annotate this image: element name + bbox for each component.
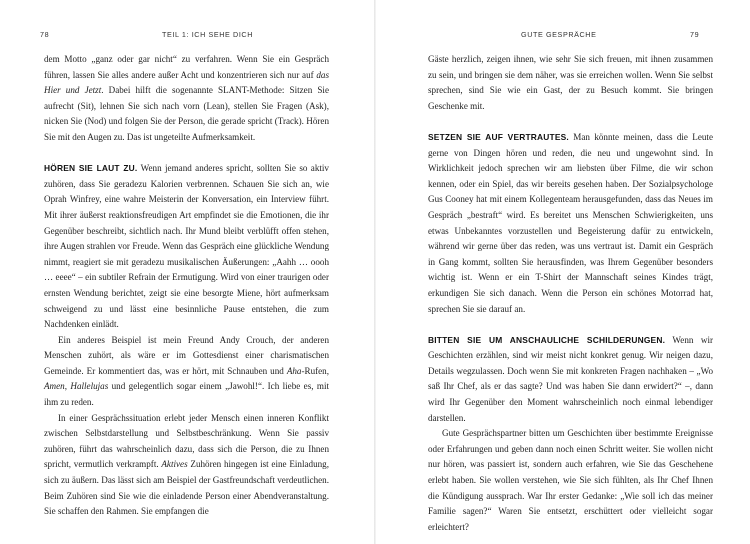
paragraph	[44, 52, 329, 146]
text-run: und gelegentlich sogar einem „Jawohl!“. Ich liebe es, mit ihm zu reden.	[44, 381, 330, 408]
paragraph	[428, 333, 713, 427]
text-run: Man könnte meinen, dass die Leute gerne von Dingen hören und reden, die neu und ungewohnt sind. In Wirklichkeit jedoch sprechen wir am liebsten über Filme, die wir schon kennen, oder ein Spiel, das wir bereits gesehen haben. Der Sozialpsychologe Gus Cooney hat mit einem Kollegenteam herausgefunden, dass das Neues im Gespräch „bestraft“ wird. Es bereitet uns Menschen Schwierigkeiten, uns etwas Unbekanntes vorzustellen und Begeisterung dafür zu entwickeln, während wir gerne über das reden, was uns vertraut ist. Damit ein Gespräch in Gang kommt, sollten Sie herausfinden, was Ihrem Gegenüber besonders wichtig ist. Wenn er ein T-Shirt der Mannschaft seines Kindes trägt, erkundigen Sie sich danach. Wenn die Person ein schönes Motorrad hat, sprechen Sie sie darauf an.	[428, 131, 713, 314]
text-run: In einer Gesprächssituation erlebt jeder Mensch einen inneren Konflikt zwischen Selbstdarstellung und Selbstbeschränkung. Wenn Sie passiv zuhören, führt das wahrscheinlich dazu, dass sich die Person, die zu Ihnen spricht, vermutlich verkrampft.	[44, 412, 329, 470]
paragraph	[44, 411, 329, 520]
page-number: 78	[40, 30, 50, 39]
text-run: Wenn jemand anderes spricht, sollten Sie so aktiv zuhören, dass Sie geradezu Kalorien verbrennen. Schauen Sie sich an, wie Oprah Winfrey, eine wahre Meisterin der Konversation, ein Interview führt. Mit ihrer äußerst reaktionsfreudigen Art empfindet sie die Emotionen, die ihr Gegenüber beschreibt, sichtlich nach. Ihr Mund bleibt verblüfft offen stehen, ihre Augen strahlen vor Freude. Wenn das Gespräch eine glückliche Wendung nimmt, reagiert sie mit geradezu musikalischen Äußerungen: „Aahh … oooh … eeee“ – ein subtiler Refrain der Ermutigung. Wird von einer traurigen oder ernsten Wendung berichtet, zeigt sie eine besorgte Miene, hört aufmerksam schweigend zu und lässt eine besinnliche Pause entstehen, die zum Nachdenken einlädt.	[44, 163, 329, 330]
paragraph	[44, 161, 329, 333]
running-header: TEIL 1: ICH SEHE DICH	[162, 30, 254, 39]
right-page	[375, 0, 750, 544]
paragraph: Gute Gesprächspartner bitten um Geschichten über bestimmte Ereignisse oder Erfahrungen und geben dann noch einen Schritt weiter. Sie wollen nicht nur hören, was passiert ist, sondern auch erfahren, wie Sie das Geschehene erlebt haben. Sie wollen verstehen, wie Sie sich fühlten, als Ihr Chef Ihnen die Kündigung aussprach. War Ihr erster Gedanke: „Wie soll ich das meiner Familie sagen?“ Waren Sie entsetzt, erschüttert oder vielleicht sogar erleichtert?	[428, 428, 713, 532]
text-run: ,	[64, 381, 71, 392]
section-heading: HÖREN SIE LAUT ZU.	[44, 163, 138, 174]
paragraph: Gäste herzlich, zeigen ihnen, wie sehr Sie sich freuen, mit ihnen zusammen zu sein, und bringen sie dem näher, was sie erreichen wollen. Wenn Sie selbst sprechen, sind Sie wie ein Gast, der zu Besuch kommt. Sie bringen Geschenke mit.	[428, 54, 713, 111]
running-header: GUTE GESPRÄCHE	[521, 30, 597, 39]
paragraph	[428, 130, 713, 317]
italic-run: Aha	[286, 365, 302, 376]
text-run: Ein anderes Beispiel ist mein Freund Andy Crouch, der anderen Menschen zuhört, als wäre er im Gottesdienst einer charismatischen Gemeinde. Er kommentiert das, was er hört, mit Schnauben und	[44, 334, 329, 376]
text-run: dem Motto „ganz oder gar nicht“ zu verfahren. Wenn Sie ein Gespräch führen, lassen Sie alles andere außer Acht und konzentrieren sich nur auf	[44, 54, 329, 80]
text-run: -Rufen,	[301, 365, 329, 376]
page-body	[44, 52, 329, 520]
text-run: Wenn wir Geschichten erzählen, sind wir meist nicht konkret genug. Wir neigen dazu, Details wegzulassen. Doch wenn Sie mit konkreten Fragen nachhaken – „Wo saß Ihr Chef, als er das sagte? Und was haben Sie dann erwidert?“ –, dann wird Ihr Gegenüber den Moment wahrscheinlich noch einmal lebendiger darstellen.	[428, 334, 713, 423]
italic-run: Aktives	[161, 459, 188, 470]
italic-run: Hallelujas	[70, 381, 109, 392]
page-number: 79	[690, 30, 700, 39]
text-run: . Dabei hilft die sogenannte SLANT-Methode: Sitzen Sie aufrecht (Sit), lehnen Sie sich nach vorn (Lean), stellen Sie Fragen (Ask), nicken Sie (Nod) und folgen Sie der Person, die gerade spricht (Track). Hören Sie mit den Augen zu. Das ist ungeteilte Aufmerksamkeit.	[44, 85, 329, 142]
section-heading: SETZEN SIE AUF VERTRAUTES.	[428, 131, 569, 142]
text-run: Zuhören hingegen ist eine Einladung, sich zu äußern. Das lässt sich am Beispiel der Gastfreundschaft verdeutlichen. Beim Zuhören sind Sie wie die einladende Person einer Abendveranstaltung. Sie schaffen den Rahmen. Sie empfangen die	[44, 459, 329, 517]
section-heading: BITTEN SIE UM ANSCHAULICHE SCHILDERUNGEN.	[428, 334, 666, 345]
paragraph	[44, 333, 329, 411]
italic-run: Amen	[44, 381, 65, 392]
italic-run: das Hier und Jetzt	[44, 69, 329, 96]
page-body	[428, 52, 713, 535]
